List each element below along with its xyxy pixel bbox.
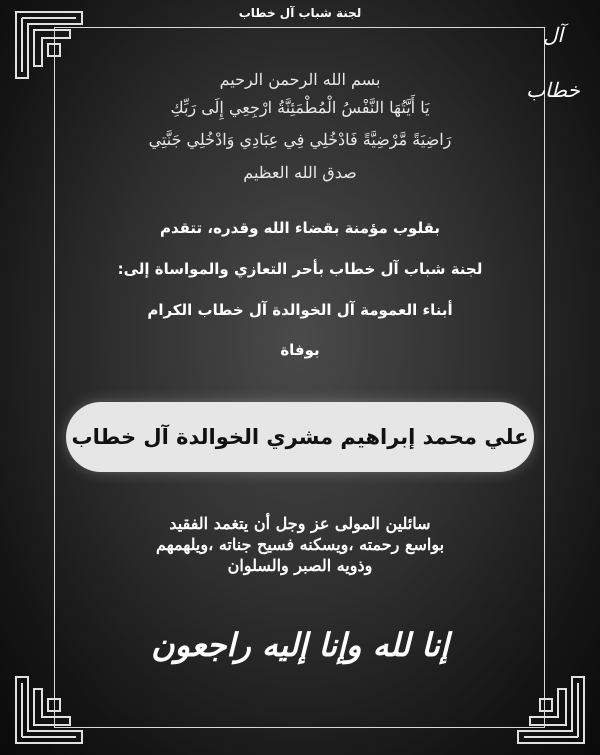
corner-ornament-top-left — [14, 10, 84, 80]
message-line-2: لجنة شباب آل خطاب بأحر التعازي والمواساة إلى: — [117, 260, 483, 278]
ornament-icon — [14, 10, 84, 80]
quran-verse-line-1: يَا أَيَّتُهَا النَّفْسُ الْمُطْمَئِنَّةُ ارْجِعِي إِلَى رَبِّكِ — [170, 98, 430, 117]
deceased-name: علي محمد إبراهيم مشري الخوالدة آل خطاب — [71, 425, 529, 449]
message-line-3: أبناء العمومة آل الخوالدة آل خطاب الكرام — [147, 301, 453, 319]
quran-verse-line-2: رَاضِيَةً مَّرْضِيَّةً فَادْخُلِي فِي عِبَادِي وَادْخُلِي جَنَّتِي — [148, 130, 452, 149]
prayer-line-1: سائلين المولى عز وجل أن يتغمد الفقيد — [169, 514, 431, 533]
prayer-line-2: بواسع رحمته ،ويسكنه فسيح جناته ،ويلهمهم — [155, 535, 445, 554]
verse-closing: صدق الله العظيم — [243, 163, 357, 182]
ornament-icon — [516, 675, 586, 745]
committee-title: لجنة شباب آل خطاب — [238, 6, 362, 20]
brand-logo: آل خطاب — [526, 23, 580, 102]
corner-ornament-bottom-left — [14, 675, 84, 745]
message-line-4: بوفاة — [280, 341, 320, 359]
ornament-icon — [14, 675, 84, 745]
calligraphy-istirja: إنا لله وإنا إليه راجعون — [151, 626, 449, 664]
basmala: بسم الله الرحمن الرحيم — [219, 70, 381, 89]
corner-ornament-bottom-right — [516, 675, 586, 745]
deceased-name-box — [66, 402, 534, 472]
prayer-line-3: وذويه الصبر والسلوان — [227, 556, 373, 575]
message-line-1: بقلوب مؤمنة بقضاء الله وقدره، تتقدم — [159, 219, 441, 237]
